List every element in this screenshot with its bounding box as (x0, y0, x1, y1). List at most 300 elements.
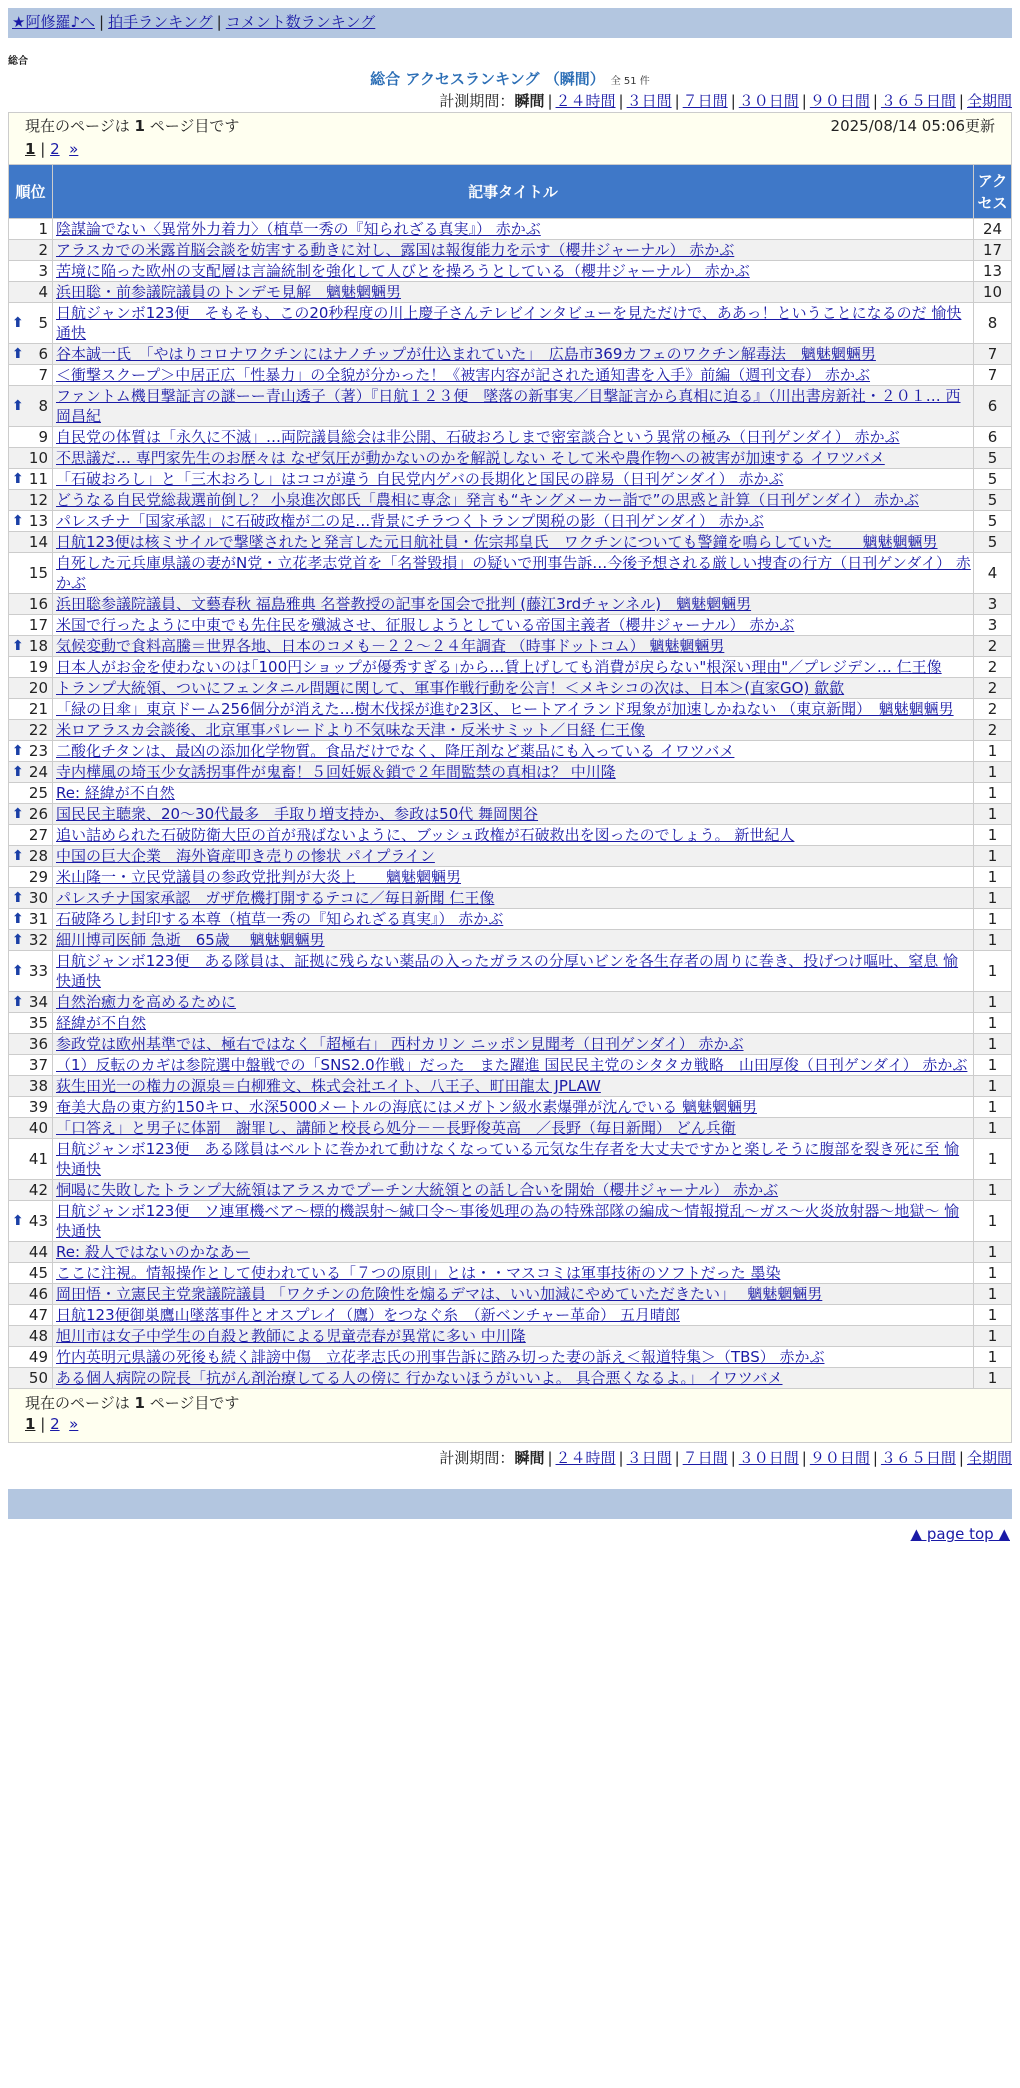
title-cell (53, 344, 974, 365)
table-row (9, 365, 1012, 386)
table-row (9, 1034, 1012, 1055)
article-link[interactable]: パレスチナ国家承認 ガザ危機打開するテコに／毎日新聞 仁王像 (56, 889, 495, 907)
rank-number: 8 (38, 397, 48, 415)
rank-number: 42 (28, 1181, 48, 1199)
table-row (9, 930, 1012, 951)
rank-up-arrow-icon: ⬆ (12, 848, 24, 864)
table-row (9, 261, 1012, 282)
rank-up-arrow-icon: ⬆ (12, 890, 24, 906)
access-count: 6 (974, 386, 1012, 427)
rank-number: 43 (28, 1212, 48, 1230)
table-row (9, 783, 1012, 804)
title-cell (53, 867, 974, 888)
table-row (9, 1305, 1012, 1326)
period-separator: | (674, 92, 680, 110)
article-link[interactable]: 細川博司医師 急逝 65歳 魑魅魍魎男 (56, 931, 325, 949)
rank-number: 32 (28, 931, 48, 949)
table-row (9, 448, 1012, 469)
pagination-current: 1 (25, 140, 36, 158)
period-separator: | (801, 92, 807, 110)
article-link[interactable]: アラスカでの米露首脳会談を妨害する動きに対し、露国は報復能力を示す（櫻井ジャーナル） 赤かぶ (56, 241, 735, 259)
title-cell (53, 1347, 974, 1368)
rank-cell (9, 867, 53, 888)
access-count: 17 (974, 240, 1012, 261)
rank-up-arrow-icon: ⬆ (12, 638, 24, 654)
access-count: 1 (974, 762, 1012, 783)
rank-number: 48 (28, 1327, 48, 1345)
rank-cell (9, 1139, 53, 1180)
article-link[interactable]: 国民民主聴衆、20～30代最多 手取り増支持か、参政は50代 舞岡関谷 (56, 805, 539, 823)
pagination-current: 1 (25, 1415, 36, 1433)
article-link[interactable]: 荻生田光一の権力の源泉＝白柳雅文、株式会社エイト、八王子、町田龍太 JPLAW (56, 1077, 601, 1095)
nav-separator: | (216, 13, 222, 31)
top-nav-bar (8, 8, 1012, 38)
article-link[interactable]: 二酸化チタンは、最凶の添加化学物質。食品だけでなく、降圧剤など薬品にも入っている イワツバメ (56, 742, 735, 760)
rank-number: 17 (28, 616, 48, 634)
page-title (0, 68, 1020, 90)
rank-number: 10 (28, 449, 48, 467)
period-selector-bottom (0, 1447, 1012, 1469)
access-count: 1 (974, 888, 1012, 909)
period-separator: | (801, 1449, 807, 1467)
rank-number: 45 (28, 1264, 48, 1282)
ranking-table-body (9, 219, 1012, 1389)
rank-up-arrow-icon: ⬆ (12, 932, 24, 948)
article-link[interactable]: 浜田聡参議院議員、文藝春秋 福島雅典 名誉教授の記事を国会で批判 (藤江3rdチャンネル) 魑魅魍魎男 (56, 595, 752, 613)
rank-cell (9, 804, 53, 825)
article-link[interactable]: 谷本誠一氏 「やはりコロナワクチンにはナノチップが仕込まれていた」 広島市369カフェのワクチン解毒法 魑魅魍魎男 (56, 345, 876, 363)
article-link[interactable]: パレスチナ「国家承認」に石破政権が二の足…背景にチラつくトランプ関税の影（日刊ゲンダイ） 赤かぶ (56, 512, 764, 530)
rank-cell (9, 1180, 53, 1201)
rank-cell (9, 678, 53, 699)
article-link[interactable]: ファントム機目撃証言の謎ーー青山透子（著）『日航１２３便 墜落の新事実／目撃証言から真相に迫る』（川出書房新社・２０１… 西岡昌紀 (56, 387, 961, 425)
access-count: 10 (974, 282, 1012, 303)
period-option-link[interactable]: 全期間 (966, 92, 1012, 110)
access-count: 8 (974, 303, 1012, 344)
article-link[interactable]: ある個人病院の院長「抗がん剤治療してる人の傍に 行かないほうがいいよ。 具合悪くなるよ。」 イワツバメ (56, 1369, 783, 1387)
table-row (9, 427, 1012, 448)
ranking-table (8, 164, 1012, 1389)
period-separator: | (618, 92, 624, 110)
period-option-link[interactable]: ７日間 (682, 92, 728, 110)
period-option-link[interactable]: ３６５日間 (880, 92, 956, 110)
nav-clap-ranking-link[interactable]: 拍手ランキング (108, 13, 213, 31)
access-count: 1 (974, 783, 1012, 804)
rank-cell (9, 1347, 53, 1368)
rank-up-arrow-icon: ⬆ (12, 398, 24, 414)
access-count: 1 (974, 1242, 1012, 1263)
rank-number: 21 (28, 700, 48, 718)
period-separator: | (958, 92, 964, 110)
title-cell (53, 909, 974, 930)
pagination-bottom: 1 | 2 » (25, 1415, 79, 1433)
access-count: 24 (974, 219, 1012, 240)
period-option-link[interactable]: ３０日間 (738, 1449, 799, 1467)
table-row (9, 219, 1012, 240)
rank-number: 29 (28, 868, 48, 886)
article-link[interactable]: ここに注視。情報操作として使われている「７つの原則」とは・・マスコミは軍事技術のソフトだった 墨染 (56, 1264, 781, 1282)
rank-number: 36 (28, 1035, 48, 1053)
title-cell (53, 594, 974, 615)
title-cell (53, 219, 974, 240)
title-cell (53, 846, 974, 867)
table-row (9, 282, 1012, 303)
rank-cell (9, 1368, 53, 1389)
rank-up-arrow-icon: ⬆ (12, 806, 24, 822)
rank-number: 16 (28, 595, 48, 613)
access-count: 1 (974, 909, 1012, 930)
period-separator: | (730, 1449, 736, 1467)
page-info-bottom (8, 1389, 1012, 1443)
title-cell (53, 804, 974, 825)
access-count: 5 (974, 469, 1012, 490)
article-link[interactable]: 日航123便は核ミサイルで撃墜されたと発言した元日航社員・佐宗邦皇氏 ワクチンについても警鐘を鳴らしていた 魑魅魍魎男 (56, 533, 938, 551)
rank-cell (9, 448, 53, 469)
rank-cell (9, 344, 53, 365)
title-cell (53, 532, 974, 553)
rank-number: 15 (28, 564, 48, 582)
access-count: 2 (974, 636, 1012, 657)
rank-cell (9, 951, 53, 992)
title-cell (53, 951, 974, 992)
rank-number: 24 (28, 763, 48, 781)
rank-cell (9, 930, 53, 951)
table-row (9, 1076, 1012, 1097)
access-count: 1 (974, 804, 1012, 825)
article-link[interactable]: （1）反転のカギは参院選中盤戦での「SNS2.0作戦」だった また躍進 国民民主党のシタタカ戦略 山田厚俊（日刊ゲンダイ） 赤かぶ (56, 1056, 968, 1074)
table-row (9, 1139, 1012, 1180)
rank-cell (9, 219, 53, 240)
rank-number: 38 (28, 1077, 48, 1095)
period-option-link[interactable]: 全期間 (966, 1449, 1012, 1467)
rank-cell (9, 846, 53, 867)
rank-number: 47 (28, 1306, 48, 1324)
rank-up-arrow-icon: ⬆ (12, 513, 24, 529)
rank-cell (9, 909, 53, 930)
title-cell (53, 741, 974, 762)
period-selector (0, 90, 1012, 112)
page-title-text: 総合 アクセスランキング （瞬間） (370, 70, 605, 88)
access-count: 1 (974, 1305, 1012, 1326)
rank-number: 19 (28, 658, 48, 676)
article-link[interactable]: Re: 経緯が不自然 (56, 784, 175, 802)
period-options (544, 1449, 1012, 1467)
category-label: 総合 (8, 56, 28, 67)
article-link[interactable]: 岡田悟・立憲民主党衆議院議員 「ワクチンの危険性を煽るデマは、いい加減にやめていただきたい」 魑魅魍魎男 (56, 1285, 823, 1303)
table-row (9, 1284, 1012, 1305)
period-option-link[interactable]: ３日間 (626, 1449, 672, 1467)
article-link[interactable]: 自死した元兵庫県議の妻がN党・立花孝志党首を「名誉毀損」の疑いで刑事告訴…今後予想される厳しい捜査の行方（日刊ゲンダイ） 赤かぶ (56, 554, 971, 592)
period-option-link[interactable]: ３６５日間 (880, 1449, 956, 1467)
access-count: 1 (974, 1097, 1012, 1118)
article-link[interactable]: 日航ジャンボ123便 そもそも、この20秒程度の川上慶子さんテレビインタビューを見ただけで、ああっ！ということになるのだ 愉快通快 (56, 304, 962, 342)
rank-number: 14 (28, 533, 48, 551)
title-cell (53, 1097, 974, 1118)
period-option-link[interactable]: ２４時間 (555, 1449, 616, 1467)
table-row (9, 553, 1012, 594)
table-row (9, 303, 1012, 344)
article-link[interactable]: 日航ジャンボ123便 ある隊員は、証拠に残らない薬品の入ったガラスの分厚いビンを各生存者の周りに巻き、投げつけ嘔吐、窒息 愉快通快 (56, 952, 959, 990)
rank-cell (9, 1055, 53, 1076)
access-count: 1 (974, 741, 1012, 762)
rank-cell (9, 720, 53, 741)
title-cell (53, 636, 974, 657)
article-link[interactable]: 恫喝に失敗したトランプ大統領はアラスカでプーチン大統領との話し合いを開始（櫻井ジャーナル） 赤かぶ (56, 1181, 779, 1199)
rank-up-arrow-icon: ⬆ (12, 963, 24, 979)
rank-cell (9, 532, 53, 553)
access-count: 6 (974, 427, 1012, 448)
rank-cell (9, 594, 53, 615)
table-row (9, 1201, 1012, 1242)
rank-number: 25 (28, 784, 48, 802)
rank-number: 41 (28, 1150, 48, 1168)
rank-number: 20 (28, 679, 48, 697)
rank-cell (9, 1013, 53, 1034)
table-row (9, 1118, 1012, 1139)
rank-number: 5 (38, 314, 48, 332)
access-count: 2 (974, 657, 1012, 678)
article-link[interactable]: 「口答え」と男子に体罰 謝罪し、講師と校長ら処分－－長野俊英高 ／長野（毎日新聞） どん兵衛 (56, 1119, 736, 1137)
rank-cell (9, 636, 53, 657)
rank-cell (9, 282, 53, 303)
rank-number: 40 (28, 1119, 48, 1137)
access-count: 7 (974, 344, 1012, 365)
rank-cell (9, 825, 53, 846)
period-option-link[interactable]: ７日間 (682, 1449, 728, 1467)
article-link[interactable]: 日航123便御巣鷹山墜落事件とオスプレイ（鷹）をつなぐ糸 （新ベンチャー革命） 五月晴郎 (56, 1306, 680, 1324)
title-cell (53, 1326, 974, 1347)
article-link[interactable]: 追い詰められた石破防衛大臣の首が飛ばないように、ブッシュ政権が石破救出を図ったのでしょう。 新世紀人 (56, 826, 795, 844)
ranking-container (8, 112, 1012, 1443)
period-option-link[interactable]: ９０日間 (809, 1449, 870, 1467)
access-count: 7 (974, 365, 1012, 386)
title-cell (53, 490, 974, 511)
rank-cell (9, 386, 53, 427)
table-row (9, 888, 1012, 909)
rank-cell (9, 365, 53, 386)
bottom-bar (8, 1489, 1012, 1519)
rank-number: 33 (28, 962, 48, 980)
access-count: 1 (974, 1326, 1012, 1347)
page-top-area (0, 1525, 1010, 1543)
header-title: 記事タイトル (53, 165, 974, 219)
pagination-next[interactable]: » (69, 140, 79, 158)
rank-number: 34 (28, 993, 48, 1011)
table-row (9, 1326, 1012, 1347)
rank-cell (9, 490, 53, 511)
period-option-link[interactable]: ９０日間 (809, 92, 870, 110)
rank-cell (9, 1263, 53, 1284)
article-link[interactable]: 旭川市は女子中学生の自殺と教師による児童売春が異常に多い 中川隆 (56, 1327, 526, 1345)
article-link[interactable]: 米国で行ったように中東でも先住民を殲滅させ、征服しようとしている帝国主義者（櫻井ジャーナル） 赤かぶ (56, 616, 795, 634)
title-cell (53, 1180, 974, 1201)
article-link[interactable]: 中国の巨大企業 海外資産叩き売りの惨状 パイプライン (56, 847, 435, 865)
article-link[interactable]: 自民党の体質は「永久に不滅」…両院議員総会は非公開、石破おろしまで密室談合という異常の極み（日刊ゲンダイ） 赤かぶ (56, 428, 900, 446)
access-count: 5 (974, 532, 1012, 553)
page-status-bottom: 現在のページは 1 ページ目です (25, 1394, 240, 1412)
rank-up-arrow-icon: ⬆ (12, 994, 24, 1010)
article-link[interactable]: 気候変動で食料高騰＝世界各地、日本のコメも－２２～２４年調査 （時事ドットコム） 魑魅魍魎男 (56, 637, 725, 655)
article-link[interactable]: トランプ大統領、ついにフェンタニル問題に関して、軍事作戦行動を公言！＜メキシコの次は、日本＞(直家GO) 歙歙 (56, 679, 845, 697)
title-cell (53, 888, 974, 909)
title-cell (53, 992, 974, 1013)
pagination: 1 | 2 » (25, 140, 79, 158)
access-count: 1 (974, 1347, 1012, 1368)
rank-cell (9, 992, 53, 1013)
access-count: 1 (974, 1013, 1012, 1034)
access-count: 1 (974, 930, 1012, 951)
title-cell (53, 448, 974, 469)
access-count: 1 (974, 1201, 1012, 1242)
rank-number: 30 (28, 889, 48, 907)
period-option-link[interactable]: ３０日間 (738, 92, 799, 110)
article-link[interactable]: 浜田聡・前参議院議員のトンデモ見解 魑魅魍魎男 (56, 283, 402, 301)
table-row (9, 511, 1012, 532)
table-row (9, 909, 1012, 930)
rank-cell (9, 699, 53, 720)
access-count: 1 (974, 867, 1012, 888)
title-cell (53, 511, 974, 532)
article-link[interactable]: 竹内英明元県議の死後も続く誹謗中傷 立花孝志氏の刑事告訴に踏み切った妻の訴え＜報道特集＞（TBS） 赤かぶ (56, 1348, 825, 1366)
access-count: 5 (974, 511, 1012, 532)
table-row (9, 240, 1012, 261)
article-link[interactable]: 苦境に陥った欧州の支配層は言論統制を強化して人びとを操ろうとしている（櫻井ジャーナル） 赤かぶ (56, 262, 750, 280)
article-link[interactable]: 陰謀論でない〈異常外力着力〉（植草一秀の『知られざる真実』） 赤かぶ (56, 220, 541, 238)
article-link[interactable]: Re: 殺人ではないのかなあー (56, 1243, 250, 1261)
access-count: 2 (974, 678, 1012, 699)
table-row (9, 992, 1012, 1013)
rank-cell (9, 657, 53, 678)
article-link[interactable]: 「緑の日傘」東京ドーム256個分が消えた…樹木伐採が進む23区、ヒートアイランド現象が加速しかねない （東京新聞） 魑魅魍魎男 (56, 700, 954, 718)
article-link[interactable]: 日航ジャンボ123便 ある隊員はベルトに巻かれて動けなくなっている元気な生存者を大丈夫ですかと楽しそうに腹部を裂き死に至 愉快通快 (56, 1140, 960, 1178)
title-cell (53, 1368, 974, 1389)
access-count: 13 (974, 261, 1012, 282)
article-link[interactable]: 米山隆一・立民党議員の参政党批判が大炎上 魑魅魍魎男 (56, 868, 462, 886)
rank-up-arrow-icon: ⬆ (12, 346, 24, 362)
article-link[interactable]: 日航ジャンボ123便 ソ連軍機ベア～標的機誤射～緘口令～事後処理の為の特殊部隊の編成～情報撹乱～ガス～火炎放射器～地獄～ 愉快通快 (56, 1202, 960, 1240)
rank-number: 3 (38, 262, 48, 280)
table-row (9, 825, 1012, 846)
table-row (9, 469, 1012, 490)
access-count: 1 (974, 992, 1012, 1013)
article-link[interactable]: 経緯が不自然 (56, 1014, 147, 1032)
title-cell (53, 657, 974, 678)
title-cell (53, 1013, 974, 1034)
rank-number: 28 (28, 847, 48, 865)
title-cell (53, 678, 974, 699)
period-separator: | (958, 1449, 964, 1467)
title-cell (53, 282, 974, 303)
article-link[interactable]: 「石破おろし」と「三木おろし」はココが違う 自民党内ゲバの長期化と国民の辟易（日刊ゲンダイ） 赤かぶ (56, 470, 784, 488)
access-count: 1 (974, 825, 1012, 846)
title-cell (53, 825, 974, 846)
rank-number: 6 (38, 345, 48, 363)
pagination-page-2[interactable]: 2 (50, 140, 60, 158)
article-link[interactable]: 石破降ろし封印する本尊（植草一秀の『知られざる真実』） 赤かぶ (56, 910, 504, 928)
table-header-row (9, 165, 1012, 219)
title-cell (53, 762, 974, 783)
rank-up-arrow-icon: ⬆ (12, 743, 24, 759)
table-row (9, 657, 1012, 678)
access-count: 1 (974, 1076, 1012, 1097)
rank-number: 2 (38, 241, 48, 259)
table-row (9, 741, 1012, 762)
rank-cell (9, 615, 53, 636)
article-link[interactable]: 奄美大島の東方約150キロ、水深5000メートルの海底にはメガトン級水素爆弾が沈んでいる 魑魅魍魎男 (56, 1098, 757, 1116)
title-cell (53, 240, 974, 261)
access-count: 1 (974, 1118, 1012, 1139)
title-cell (53, 386, 974, 427)
nav-comment-ranking-link[interactable]: コメント数ランキング (225, 13, 376, 31)
access-count: 3 (974, 594, 1012, 615)
rank-cell (9, 469, 53, 490)
article-link[interactable]: 自然治癒力を高めるために (56, 993, 237, 1011)
table-row (9, 762, 1012, 783)
table-row (9, 1242, 1012, 1263)
title-cell (53, 1034, 974, 1055)
access-count: 1 (974, 1284, 1012, 1305)
access-count: 2 (974, 699, 1012, 720)
rank-up-arrow-icon: ⬆ (12, 315, 24, 331)
rank-number: 22 (28, 721, 48, 739)
article-link[interactable]: 参政党は欧州基準では、極右ではなく「超極右」 西村カリン ニッポン見聞考（日刊ゲンダイ） 赤かぶ (56, 1035, 744, 1053)
access-count: 1 (974, 1368, 1012, 1389)
article-link[interactable]: 不思議だ… 専門家先生のお歴々は なぜ気圧が動かないのかを解説しない そして米や農作物への被害が加速する イワツバメ (56, 449, 885, 467)
article-link[interactable]: 日本人がお金を使わないのは｢100円ショップが優秀すぎる｣から…賃上げしても消費が戻らない"根深い理由"／プレジデン… 仁王像 (56, 658, 942, 676)
rank-cell (9, 553, 53, 594)
article-link[interactable]: どうなる自民党総裁選前倒し？ 小泉進次郎氏「農相に専念」発言も“キングメーカー詣で”の思惑と計算（日刊ゲンダイ） 赤かぶ (56, 491, 919, 509)
title-cell (53, 1263, 974, 1284)
table-row (9, 1097, 1012, 1118)
table-row (9, 1055, 1012, 1076)
table-row (9, 867, 1012, 888)
rank-cell (9, 1242, 53, 1263)
table-row (9, 636, 1012, 657)
article-link[interactable]: 米ロアラスカ会談後、北京軍事パレードより不気味な天津・反米サミット／日経 仁王像 (56, 721, 646, 739)
access-count: 2 (974, 720, 1012, 741)
pagination-next[interactable]: » (69, 1415, 79, 1433)
pagination-page-2[interactable]: 2 (50, 1415, 60, 1433)
article-link[interactable]: ＜衝撃スクープ＞中居正広「性暴力」の全貌が分かった！《被害内容が記された通知書を入手》前編（週刊文春） 赤かぶ (56, 366, 871, 384)
rank-cell (9, 888, 53, 909)
page-top-link[interactable]: ▲ page top ▲ (910, 1525, 1010, 1543)
period-option-link[interactable]: ３日間 (626, 92, 672, 110)
period-separator: | (730, 92, 736, 110)
rank-number: 31 (28, 910, 48, 928)
nav-home-link[interactable]: ★阿修羅♪へ (12, 13, 96, 31)
rank-cell (9, 1097, 53, 1118)
access-count: 3 (974, 615, 1012, 636)
period-option-link[interactable]: ２４時間 (555, 92, 616, 110)
access-count: 5 (974, 448, 1012, 469)
rank-number: 26 (28, 805, 48, 823)
table-row (9, 1180, 1012, 1201)
title-cell (53, 427, 974, 448)
article-link[interactable]: 寺内樺風の埼玉少女誘拐事件が鬼畜！５回妊娠＆鎖で２年間監禁の真相は？ 中川隆 (56, 763, 616, 781)
rank-number: 44 (28, 1243, 48, 1261)
rank-up-arrow-icon: ⬆ (12, 911, 24, 927)
rank-number: 23 (28, 742, 48, 760)
access-count: 1 (974, 1055, 1012, 1076)
access-count: 1 (974, 1034, 1012, 1055)
title-cell (53, 365, 974, 386)
table-row (9, 951, 1012, 992)
table-row (9, 594, 1012, 615)
rank-number: 35 (28, 1014, 48, 1032)
period-separator: | (547, 92, 553, 110)
rank-number: 49 (28, 1348, 48, 1366)
rank-number: 12 (28, 491, 48, 509)
